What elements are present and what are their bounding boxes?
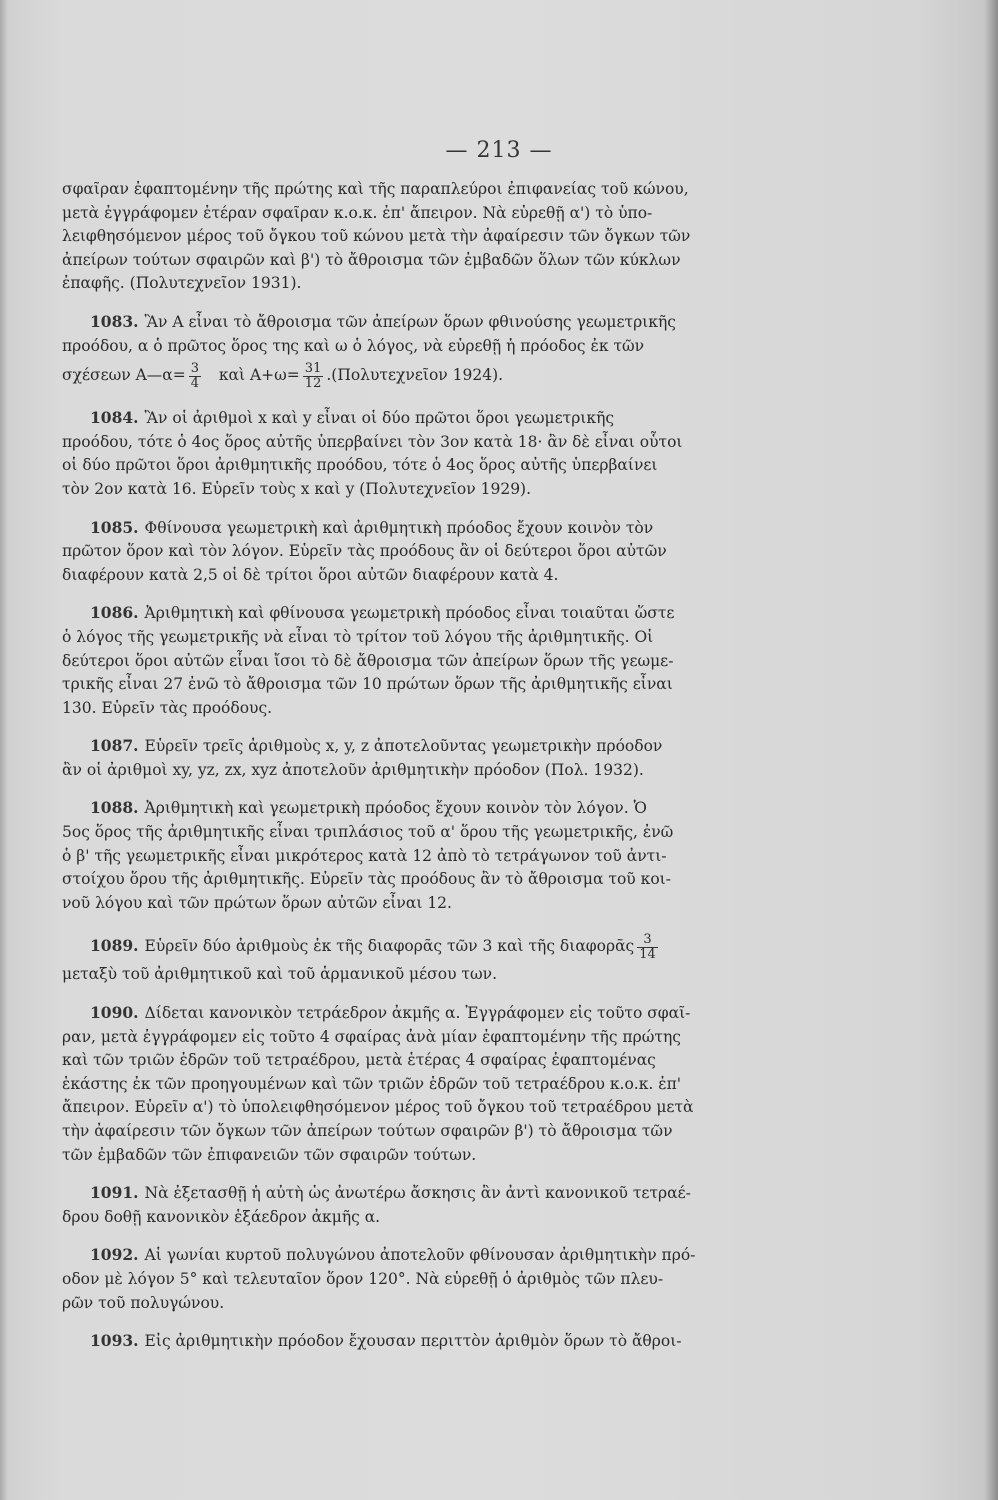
text-line: οἱ δύο πρῶτοι ὅροι ἀριθμητικῆς προόδου, τότε ὁ 4ος ὅρος αὐτῆς ὑπερβαίνει xyxy=(62,456,658,475)
text-line xyxy=(62,796,819,821)
page-number: — 213 — xyxy=(445,138,553,163)
exercise-1088 xyxy=(62,796,819,915)
relation-text: καὶ Α+ω= xyxy=(218,366,300,385)
exercise-1084 xyxy=(62,406,819,501)
text-line-with-fractions xyxy=(62,358,819,392)
text-line: ρῶν τοῦ πολυγώνου. xyxy=(62,1293,225,1312)
text-line: 5ος ὅρος τῆς ἀριθμητικῆς εἶναι τριπλάσιος τοῦ α' ὅρου τῆς γεωμετρικῆς, ἐνῶ xyxy=(62,823,674,842)
text-line: στοίχου ὅρου τῆς ἀριθμητικῆς. Εὑρεῖν τὰς προόδους ἂν τὸ ἄθροισμα τοῦ κοι- xyxy=(62,870,671,889)
exercise-number: 1086. xyxy=(90,603,139,623)
exercise-text: Ἀριθμητικὴ καὶ γεωμετρικὴ πρόοδος ἔχουν κοινὸν τὸν λόγον. Ὁ xyxy=(144,799,647,818)
exercise-text: Δίδεται κανονικὸν τετράεδρον ἀκμῆς α. Ἐγγράφομεν εἰς τοῦτο σφαῖ- xyxy=(144,1004,691,1023)
exercise-number: 1091. xyxy=(90,1183,139,1203)
exercise-number: 1093. xyxy=(90,1331,139,1351)
text-line xyxy=(62,1001,819,1026)
text-line xyxy=(62,734,819,759)
text-line: δρου δοθῇ κανονικὸν ἑξάεδρον ἀκμῆς α. xyxy=(62,1207,381,1226)
text-line: ὁ λόγος τῆς γεωμετρικῆς νὰ εἶναι τὸ τρίτον τοῦ λόγου τῆς ἀριθμητικῆς. Οἱ xyxy=(62,627,654,646)
citation-text: .(Πολυτεχνεῖον 1924). xyxy=(326,366,504,385)
fraction xyxy=(189,362,201,391)
page-body xyxy=(62,178,819,1368)
text-line xyxy=(62,516,819,541)
text-line: πρῶτον ὅρον καὶ τὸν λόγον. Εὑρεῖν τὰς προόδους ἂν οἱ δεύτεροι ὅροι αὐτῶν xyxy=(62,542,667,561)
exercise-number: 1083. xyxy=(90,311,139,331)
text-line xyxy=(62,601,819,626)
exercise-text: Φθίνουσα γεωμετρικὴ καὶ ἀριθμητικὴ πρόοδος ἔχουν κοινὸν τὸν xyxy=(144,518,654,537)
exercise-number: 1084. xyxy=(90,408,139,428)
text-line: ὁ β' τῆς γεωμετρικῆς εἶναι μικρότερος κατὰ 12 ἀπὸ τὸ τετράγωνον τοῦ ἀντι- xyxy=(62,846,667,865)
text-line: καὶ τῶν τριῶν ἑδρῶν τοῦ τετραέδρου, μετὰ ἑτέρας 4 σφαίρας ἐφαπτομένας xyxy=(62,1051,656,1070)
exercise-text: Ἂν οἱ ἀριθμοὶ x καὶ y εἶναι οἱ δύο πρῶτοι ὅροι γεωμετρικῆς xyxy=(144,409,615,428)
exercise-number: 1089. xyxy=(90,936,139,956)
text-line xyxy=(62,406,819,431)
text-line: λειφθησόμενον μέρος τοῦ ὄγκου τοῦ κώνου μετὰ τὴν ἀφαίρεσιν τῶν ὄγκων τῶν xyxy=(62,227,691,246)
intro-paragraph xyxy=(62,178,819,296)
text-line: προόδου, α ὁ πρῶτος ὅρος της καὶ ω ὁ λόγος, νὰ εὑρεθῇ ἡ πρόοδος ἐκ τῶν xyxy=(62,336,645,355)
text-line: οδον μὲ λόγον 5° καὶ τελευταῖον ὅρον 120°. Νὰ εὑρεθῇ ὁ ἀριθμὸς τῶν πλευ- xyxy=(62,1269,664,1288)
text-line: τρικῆς εἶναι 27 ἐνῶ τὸ ἄθροισμα τῶν 10 πρώτων ὅρων τῆς ἀριθμητικῆς εἶναι xyxy=(62,675,673,694)
exercise-1091 xyxy=(62,1181,819,1229)
exercise-1093 xyxy=(62,1329,819,1354)
exercise-1090 xyxy=(62,1001,819,1167)
exercise-text: Ἀριθμητικὴ καὶ φθίνουσα γεωμετρικὴ πρόοδος εἶναι τοιαῦται ὥστε xyxy=(144,604,675,623)
exercise-1086 xyxy=(62,601,819,720)
exercise-number: 1092. xyxy=(90,1245,139,1265)
fraction xyxy=(637,933,658,962)
text-line: προόδου, τότε ὁ 4ος ὅρος αὐτῆς ὑπερβαίνει τὸν 3ον κατὰ 18· ἂν δὲ εἶναι οὗτοι xyxy=(62,432,683,451)
exercise-1087 xyxy=(62,734,819,782)
exercise-text: Εἰς ἀριθμητικὴν πρόοδον ἔχουσαν περιττὸν ἀριθμὸν ὅρων τὸ ἄθροι- xyxy=(144,1332,682,1351)
fraction-denominator: 12 xyxy=(304,375,322,391)
exercise-1085 xyxy=(62,516,819,588)
fraction-numerator: 31 xyxy=(304,360,322,376)
text-line xyxy=(62,929,819,963)
exercise-number: 1087. xyxy=(90,736,139,756)
text-line: ἂν οἱ ἀριθμοὶ xy, yz, zx, xyz ἀποτελοῦν ἀριθμητικὴν πρόοδον (Πολ. 1932). xyxy=(62,760,644,779)
text-line: τῶν ἐμβαδῶν τῶν ἐπιφανειῶν τῶν σφαιρῶν τούτων. xyxy=(62,1145,477,1164)
fraction-numerator: 3 xyxy=(190,360,200,376)
text-line xyxy=(62,1181,819,1206)
exercise-text: Αἱ γωνίαι κυρτοῦ πολυγώνου ἀποτελοῦν φθίνουσαν ἀριθμητικὴν πρό- xyxy=(144,1246,696,1265)
text-line: ἑκάστης ἐκ τῶν προηγουμένων καὶ τῶν τριῶν ἑδρῶν τοῦ τετραέδρου κ.ο.κ. ἐπ' xyxy=(62,1074,682,1093)
text-line: τὸν 2ον κατὰ 16. Εὑρεῖν τοὺς x καὶ y (Πολυτεχνεῖον 1929). xyxy=(62,479,532,498)
page-right-edge xyxy=(984,0,998,1500)
relation-text: σχέσεων Α—α= xyxy=(62,366,186,385)
fraction-denominator: 14 xyxy=(639,946,656,962)
exercise-text: Εὑρεῖν δύο ἀριθμοὺς ἐκ τῆς διαφορᾶς τῶν 3 καὶ τῆς διαφορᾶς xyxy=(144,937,635,956)
text-line xyxy=(62,310,819,335)
text-line: νοῦ λόγου καὶ τῶν πρώτων ὅρων αὐτῶν εἶναι 12. xyxy=(62,893,452,912)
exercise-text: Εὑρεῖν τρεῖς ἀριθμοὺς x, y, z ἀποτελοῦντας γεωμετρικὴν πρόοδον xyxy=(144,737,663,756)
text-line: ἀπείρων τούτων σφαιρῶν καὶ β') τὸ ἄθροισμα τῶν ἐμβαδῶν ὅλων τῶν κύκλων xyxy=(62,250,681,269)
fraction-numerator: 3 xyxy=(637,933,658,948)
exercise-number: 1085. xyxy=(90,517,139,537)
text-line: μετὰ ἐγγράφομεν ἑτέραν σφαῖραν κ.ο.κ. ἐπ' ἄπειρον. Νὰ εὑρεθῇ α') τὸ ὑπο- xyxy=(62,203,653,222)
exercise-text: Ἂν Α εἶναι τὸ ἄθροισμα τῶν ἀπείρων ὅρων φθινούσης γεωμετρικῆς xyxy=(144,312,676,331)
text-line: σφαῖραν ἐφαπτομένην τῆς πρώτης καὶ τῆς παραπλεύροι ἐπιφανείας τοῦ κώνου, xyxy=(62,180,689,198)
text-line xyxy=(62,1329,819,1354)
exercise-text: Νὰ ἐξετασθῇ ἡ αὐτὴ ὡς ἀνωτέρω ἄσκησις ἂν ἀντὶ κανονικοῦ τετραέ- xyxy=(144,1184,691,1203)
text-line: διαφέρουν κατὰ 2,5 οἱ δὲ τρίτοι ὅροι αὐτῶν διαφέρουν κατὰ 4. xyxy=(62,565,559,584)
text-line: ἄπειρον. Εὑρεῖν α') τὸ ὑπολειφθησόμενον μέρος τοῦ ὄγκου τοῦ τετραέδρου μετὰ xyxy=(62,1098,694,1117)
exercise-1089 xyxy=(62,929,819,987)
exercise-1083 xyxy=(62,310,819,392)
exercise-number: 1088. xyxy=(90,798,139,818)
text-line: δεύτεροι ὅροι αὐτῶν εἶναι ἴσοι τὸ δὲ ἄθροισμα τῶν ἀπείρων ὅρων τῆς γεωμε- xyxy=(62,651,674,670)
text-line: τὴν ἀφαίρεσιν τῶν ὄγκων τῶν ἀπείρων τούτων σφαιρῶν β') τὸ ἄθροισμα τῶν xyxy=(62,1122,673,1140)
text-line: μεταξὺ τοῦ ἀριθμητικοῦ καὶ τοῦ ἁρμανικοῦ μέσου των. xyxy=(62,965,497,984)
exercise-1092 xyxy=(62,1243,819,1315)
exercise-number: 1090. xyxy=(90,1003,139,1023)
text-line: 130. Εὑρεῖν τὰς προόδους. xyxy=(62,698,273,717)
fraction xyxy=(303,362,324,391)
page-left-edge xyxy=(0,0,8,1500)
text-line: ραν, μετὰ ἐγγράφομεν εἰς τοῦτο 4 σφαίρας ἀνὰ μίαν ἐφαπτομένην τῆς πρώτης xyxy=(62,1027,681,1046)
text-line xyxy=(62,1243,819,1268)
fraction-denominator: 4 xyxy=(190,375,200,391)
text-line: ἐπαφῆς. (Πολυτεχνεῖον 1931). xyxy=(62,274,302,293)
